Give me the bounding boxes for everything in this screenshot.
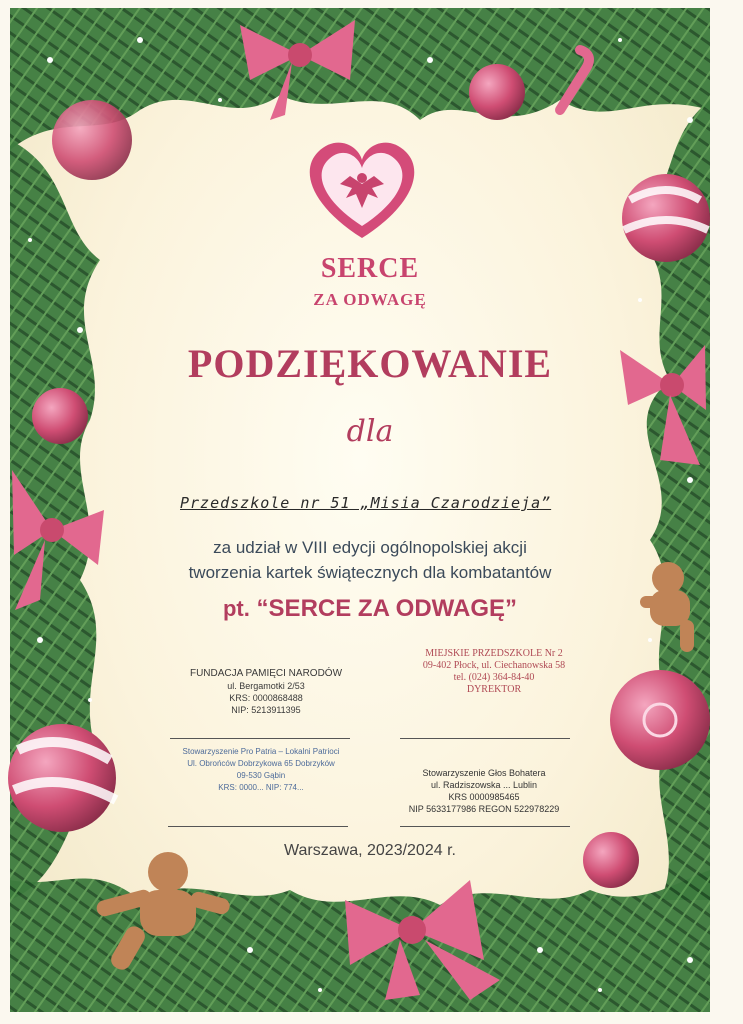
- stamp-address: ul. Radziszowska ... Lublin: [430, 780, 538, 790]
- description-line-2: tworzenia kartek świątecznych dla kombatantów: [188, 563, 552, 582]
- signature-line: [400, 738, 570, 739]
- logo-title: SERCE: [320, 253, 420, 284]
- action-title: “SERCE ZA ODWAGĘ”: [256, 595, 518, 622]
- stamp-address: Ul. Obrońców Dobrzykowa 65 Dobrzyków: [187, 759, 335, 768]
- ornament-right-bottom: [583, 832, 639, 888]
- signature-line: [170, 738, 350, 739]
- ornament-striped-right: [622, 174, 710, 262]
- ornament-left-small: [32, 388, 88, 444]
- stamp-miejskie-przedszkole: [404, 648, 584, 696]
- place-and-date: Warszawa, 2023/2024 r.: [284, 842, 456, 859]
- ornament-right-large: [610, 670, 710, 770]
- stamp-fundacja-pamieci-narodow: [176, 668, 356, 716]
- action-prefix: pt.: [222, 596, 250, 621]
- description-line-1: za udział w VIII edycji ogólnopolskiej akcji: [213, 538, 527, 557]
- for-word: dla: [346, 414, 394, 449]
- heart-logo-icon: [310, 143, 415, 238]
- stamp-name: Stowarzyszenie Głos Bohatera: [422, 768, 546, 778]
- ornament-left-top: [52, 100, 132, 180]
- stamp-pro-patria: [166, 746, 356, 794]
- stamp-krs: KRS 0000985465: [448, 792, 520, 802]
- stamp-name: Stowarzyszenie Pro Patria – Lokalni Patrioci: [182, 747, 340, 756]
- stamp-role: DYREKTOR: [466, 684, 522, 695]
- stamp-ids: NIP 5633177986 REGON 522978229: [408, 804, 560, 814]
- stamp-name: MIEJSKIE PRZEDSZKOLE Nr 2: [425, 648, 563, 659]
- action-name: [120, 595, 620, 623]
- logo-subtitle: ZA ODWAGĘ: [313, 290, 427, 309]
- stamp-address: ul. Bergamotki 2/53: [227, 681, 305, 691]
- recipient-name: Przedszkole nr 51 „Misia Czarodzieja”: [180, 494, 552, 512]
- stamp-phone: tel. (024) 364-84-40: [453, 672, 535, 683]
- signature-line: [168, 826, 348, 827]
- stamp-ids: KRS: 0000... NIP: 774...: [218, 783, 304, 792]
- stamp-glos-bohatera: [404, 767, 564, 815]
- stamp-krs: KRS: 0000868488: [229, 693, 303, 703]
- signature-line: [400, 826, 570, 827]
- ornament-top-right: [469, 64, 525, 120]
- certificate-heading: PODZIĘKOWANIE: [187, 341, 553, 386]
- stamp-nip: NIP: 5213911395: [231, 705, 301, 715]
- stamp-name: FUNDACJA PAMIĘCI NARODÓW: [189, 668, 343, 679]
- stamp-city: 09-530 Gąbin: [236, 771, 286, 780]
- stamp-address: 09-402 Płock, ul. Ciechanowska 58: [422, 660, 566, 671]
- ornament-striped-left: [8, 724, 116, 832]
